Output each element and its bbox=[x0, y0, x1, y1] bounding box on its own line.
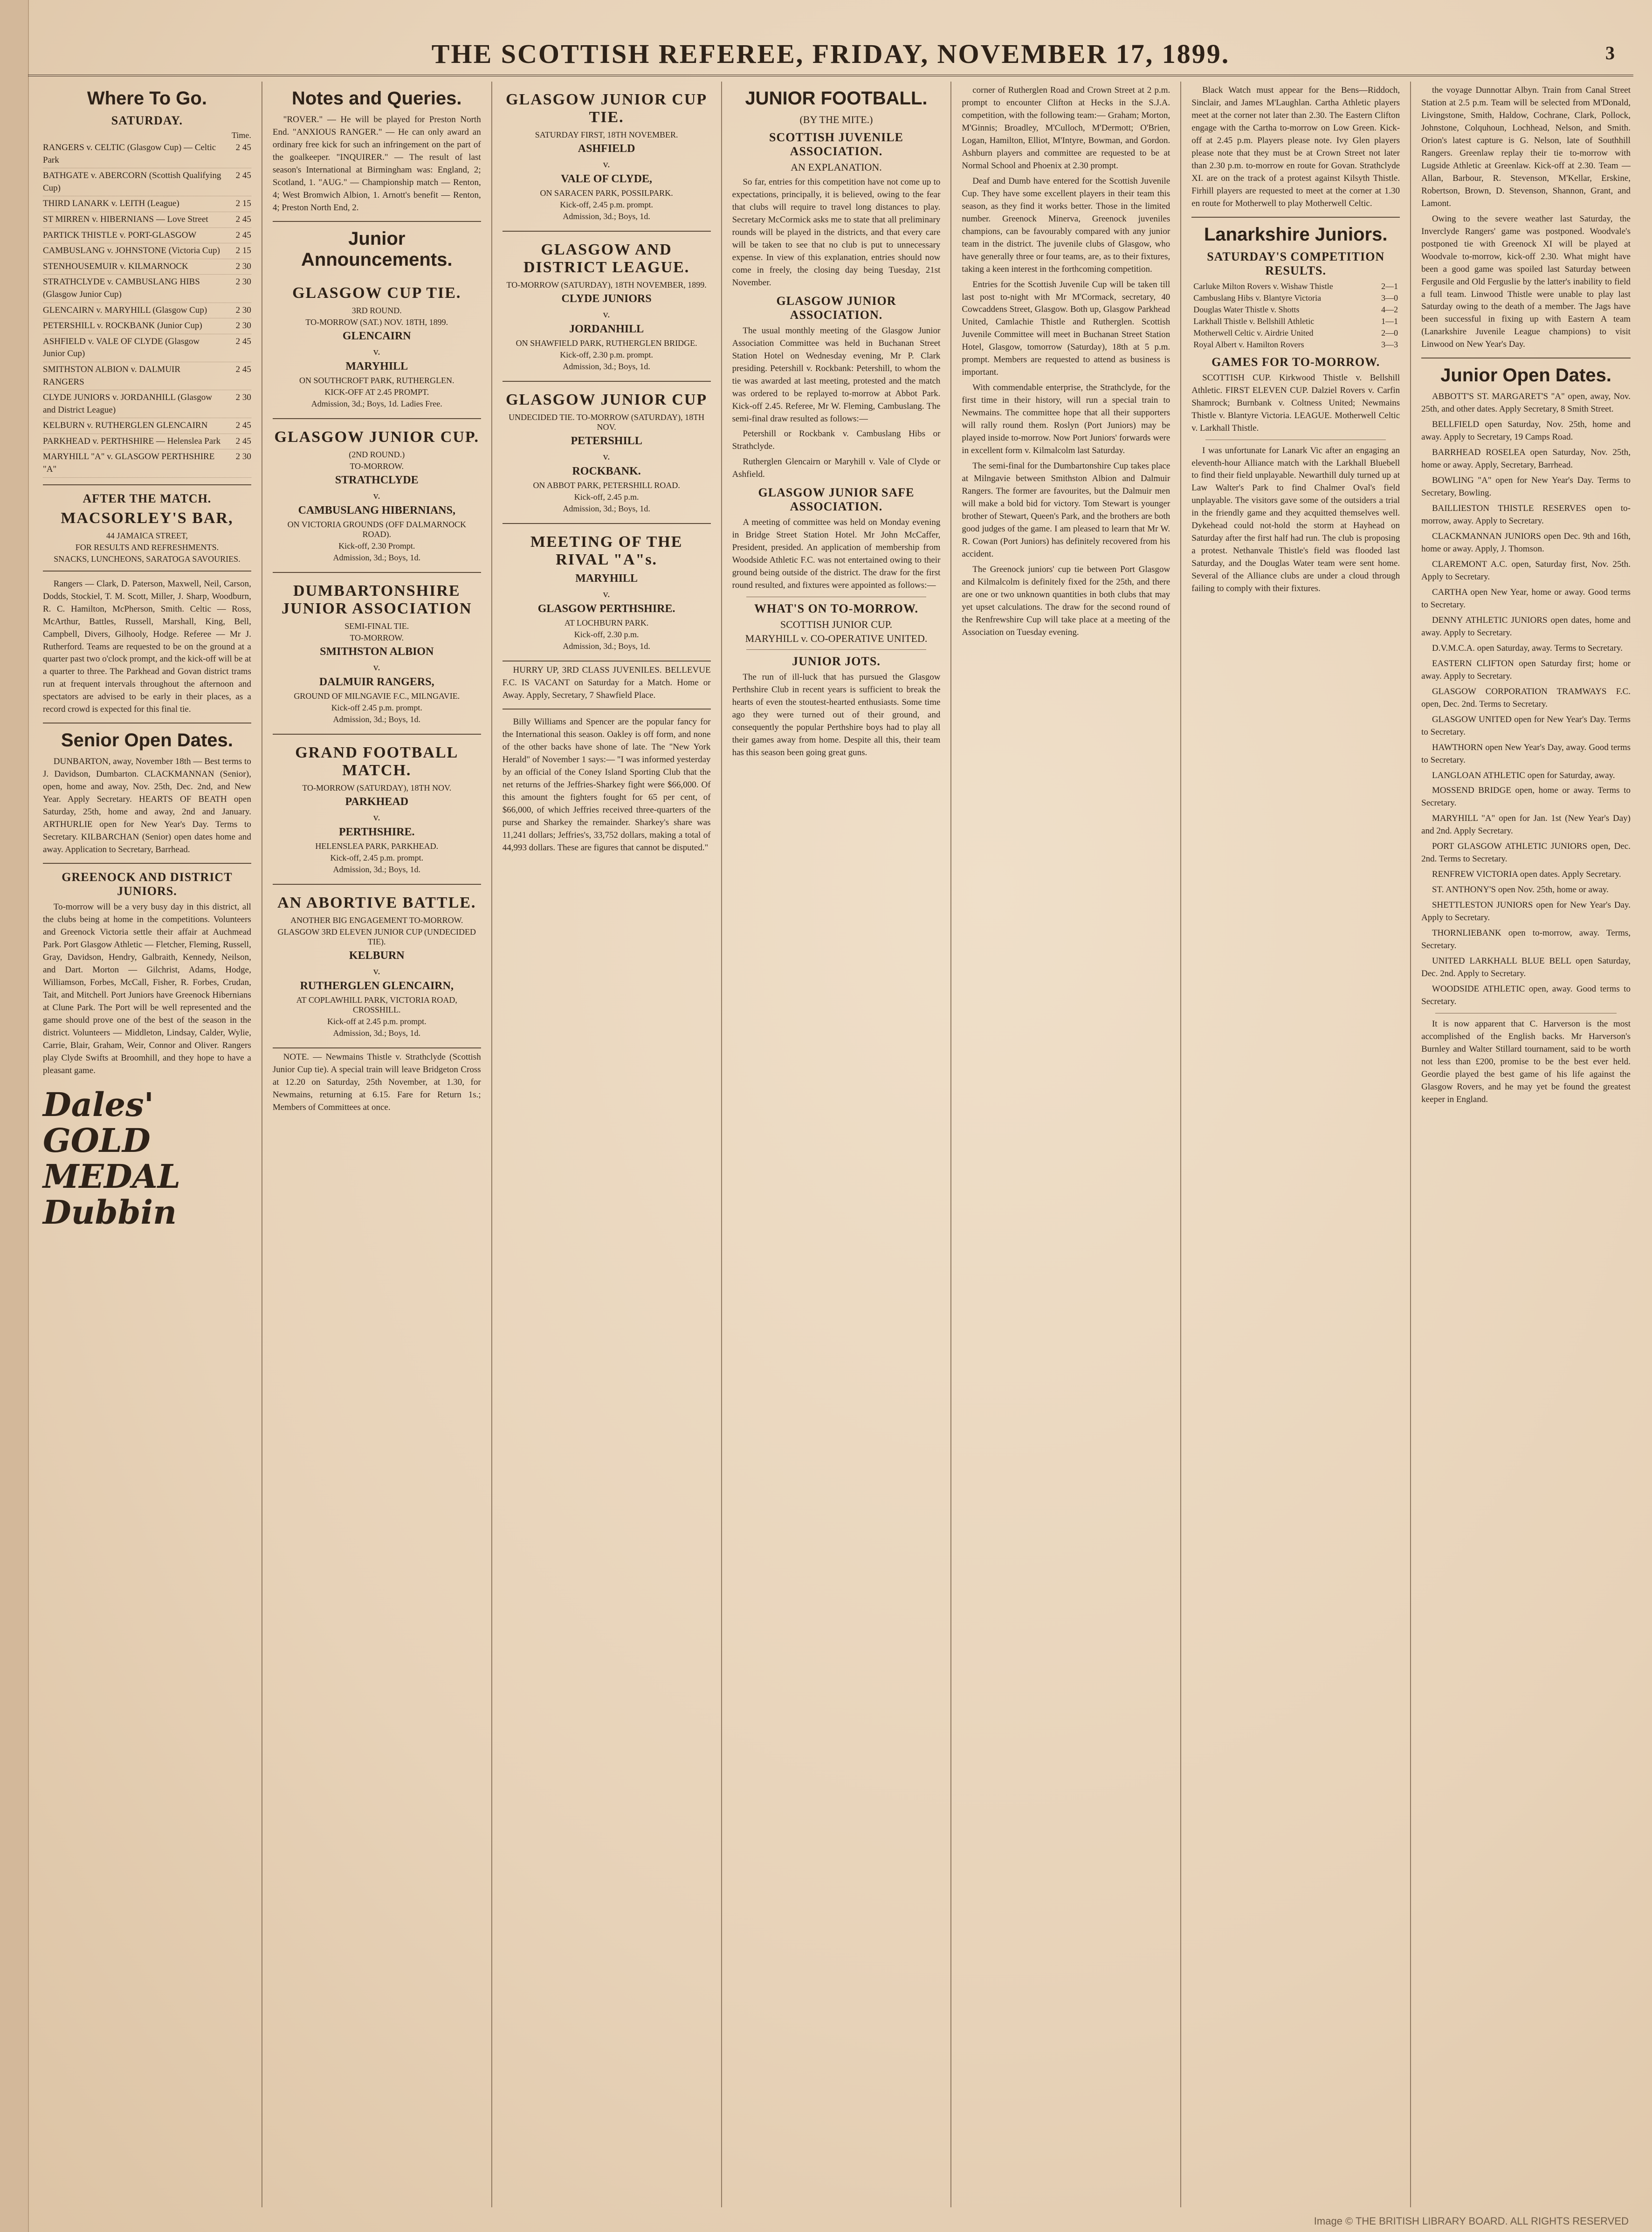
fixture-row bbox=[43, 334, 251, 362]
open-date-entry: BARRHEAD ROSELEA open Saturday, Nov. 25th, home or away. Apply, Secretary, Barrhead. bbox=[1421, 448, 1631, 470]
lanarkshire-heading: Lanarkshire Juniors. bbox=[1204, 224, 1388, 245]
fixture-list bbox=[43, 140, 251, 478]
fixture-row bbox=[43, 449, 251, 477]
teams-text: Rangers — Clark, D. Paterson, Maxwell, Neil, Carson, Dodds, Stockiel, T. M. Scott, Miller, J. Sharp, Woodburn, R. C. Hamilton, McPherson, Smith. Celtic — Ross, McArthur, Battles, Russell, Marshall, King, Bell, Campbell, Divers, Gilhooly, Hodge. Referee — Mr J. Rutherford. Teams are requested to be on the ground at a quarter past two o'clock prompt, and the kick-off will be at a quarter to three. The Parkhead and Govan district trams run at frequent intervals throughout the afternoon and spectators are advised to be early in their places, as a record crowd is expected for this final tie. bbox=[43, 579, 251, 715]
advert-team-home: MARYHILL bbox=[575, 572, 638, 585]
draw-line: Petershill or Rockbank v. Cambuslang Hibs or Strathclyde. bbox=[732, 429, 941, 452]
fixture-time: 2 45 bbox=[235, 171, 251, 181]
result-row bbox=[1191, 281, 1400, 292]
explanation-heading: AN EXPLANATION. bbox=[791, 161, 882, 173]
advert-kickoff: Kick-off 2.45 p.m. prompt. bbox=[331, 703, 422, 712]
advert-team-home: PARKHEAD bbox=[345, 795, 409, 808]
advert-versus: v. bbox=[373, 964, 380, 977]
advert-price: Admission, 3d.; Boys, 1d. bbox=[563, 641, 650, 651]
bar-address: 44 JAMAICA STREET, bbox=[106, 530, 188, 540]
advert-title: GLASGOW AND DISTRICT LEAGUE. bbox=[523, 241, 690, 276]
advert-venue: AT COPLAWHILL PARK, VICTORIA ROAD, CROSSHILL. bbox=[296, 995, 457, 1014]
fixture-row bbox=[43, 140, 251, 168]
result-row bbox=[1191, 327, 1400, 339]
open-date-entry: GLASGOW UNITED open for New Year's Day. Terms to Secretary. bbox=[1421, 714, 1631, 737]
advert-kickoff: Kick-off, 2.45 p.m. prompt. bbox=[560, 200, 653, 209]
fixture-text: ST MIRREN v. HIBERNIANS — Love Street bbox=[43, 214, 208, 224]
time-label: Time. bbox=[231, 131, 251, 140]
match-advert bbox=[502, 382, 711, 524]
advert-versus: v. bbox=[603, 158, 610, 170]
sjc-heading: SCOTTISH JUNIOR CUP. bbox=[780, 619, 893, 631]
senior-open-dates-text: DUNBARTON, away, November 18th — Best terms to J. Davidson, Dumbarton. CLACKMANNAN (Senior), open, home and away, Nov. 25th, Dec. 2nd, and New Year. Apply Secretary. HEARTS OF BEATH open Saturday, 25th, home and away, 2nd and January. ARTHURLIE open for New Year's Day. Terms to Secretary. KILBARCHAN (Senior) open dates home and away. Application to Secretary, Barrhead. bbox=[43, 757, 251, 855]
advert-team-away: CAMBUSLANG HIBERNIANS, bbox=[298, 504, 455, 517]
fixture-row bbox=[43, 259, 251, 275]
match-advert bbox=[502, 82, 711, 232]
result-score: 2—0 bbox=[1381, 328, 1398, 338]
advert-title: MEETING OF THE RIVAL "A"s. bbox=[530, 533, 683, 568]
advert-title: AN ABORTIVE BATTLE. bbox=[277, 894, 476, 911]
fixture-row bbox=[43, 168, 251, 196]
advert-subtitle: SATURDAY FIRST, 18TH NOVEMBER. bbox=[535, 130, 678, 139]
advert-kickoff: Kick-off, 2.30 p.m. prompt. bbox=[560, 350, 653, 359]
open-date-entry: GLASGOW CORPORATION TRAMWAYS F.C. open, Dec. 2nd. Terms to Secretary. bbox=[1421, 686, 1631, 709]
bar-tagline: FOR RESULTS AND REFRESHMENTS. bbox=[75, 542, 219, 552]
copyright-footer: Image © THE BRITISH LIBRARY BOARD. ALL RIGHTS RESERVED bbox=[1314, 2215, 1629, 2227]
fixture-row bbox=[43, 196, 251, 212]
fixture-time: 2 30 bbox=[235, 277, 251, 287]
senior-open-dates-heading: Senior Open Dates. bbox=[61, 730, 233, 751]
fixture-text: STENHOUSEMUIR v. KILMARNOCK bbox=[43, 261, 188, 271]
advert-kickoff: Kick-off, 2.30 p.m. bbox=[574, 630, 639, 639]
fixture-text: PARTICK THISTLE v. PORT-GLASGOW bbox=[43, 230, 197, 240]
bar-extra: SNACKS, LUNCHEONS, SARATOGA SAVOURIES. bbox=[54, 554, 241, 564]
advert-versus: v. bbox=[373, 661, 380, 673]
fixture-text: BATHGATE v. ABERCORN (Scottish Qualifying Cup) bbox=[43, 171, 221, 193]
dubbin-advert: Dales' GOLD MEDAL Dubbin bbox=[43, 1085, 181, 1232]
fixture-text: CLYDE JUNIORS v. JORDANHILL (Glasgow and District League) bbox=[43, 393, 212, 415]
open-date-entry: BAILLIESTON THISTLE RESERVES open to-morrow, away. Apply to Secretary. bbox=[1421, 503, 1631, 526]
fixture-text: GLENCAIRN v. MARYHILL (Glasgow Cup) bbox=[43, 305, 207, 315]
advert-price: Admission, 3d.; Boys, 1d. bbox=[333, 552, 421, 562]
binding-gutter bbox=[0, 0, 29, 2232]
gja-heading: GLASGOW JUNIOR ASSOCIATION. bbox=[776, 294, 896, 322]
advert-date: GLASGOW 3RD ELEVEN JUNIOR CUP (UNDECIDED TIE). bbox=[277, 927, 476, 946]
fixture-row bbox=[43, 434, 251, 450]
announcement-ads bbox=[273, 275, 481, 1048]
open-date-entry: ST. ANTHONY'S open Nov. 25th, home or away. bbox=[1432, 885, 1609, 895]
open-date-entry: CARTHA open New Year, home or away. Good terms to Secretary. bbox=[1421, 587, 1631, 610]
open-date-entry: D.V.M.C.A. open Saturday, away. Terms to Secretary. bbox=[1432, 643, 1623, 653]
fixture-text: PARKHEAD v. PERTHSHIRE — Helenslea Park bbox=[43, 436, 221, 446]
column-2 bbox=[262, 82, 492, 2207]
divider bbox=[502, 709, 711, 710]
advert-team-away: MARYHILL bbox=[345, 360, 408, 372]
open-date-entry: MOSSEND BRIDGE open, home or away. Terms to Secretary. bbox=[1421, 785, 1631, 808]
match-advert bbox=[502, 232, 711, 382]
open-date-entry: PORT GLASGOW ATHLETIC JUNIORS open, Dec. 2nd. Terms to Secretary. bbox=[1421, 841, 1631, 864]
advert-date: TO-MORROW. bbox=[350, 633, 404, 642]
fixture-text: MARYHILL "A" v. GLASGOW PERTHSHIRE "A" bbox=[43, 452, 215, 475]
result-score: 3—0 bbox=[1381, 293, 1398, 303]
fixture-row bbox=[43, 390, 251, 418]
result-score: 3—3 bbox=[1381, 339, 1398, 349]
divider bbox=[273, 221, 481, 222]
match-advert bbox=[273, 419, 481, 573]
page-number: 3 bbox=[1605, 42, 1615, 63]
sjc-tie: MARYHILL v. CO-OPERATIVE UNITED. bbox=[745, 633, 928, 645]
advert-venue: ON SOUTHCROFT PARK, RUTHERGLEN. bbox=[299, 375, 454, 385]
paragraph: corner of Rutherglen Road and Crown Street at 2 p.m. prompt to encounter Clifton at Hecks in the S.J.A. competition, with the following team:— Graham; Morton, M'Ginnis; Broadley, M'Culloch, M'Dermott; O'Brien, Logan, Hamilton, Elliot, M'Intyre, Bowman, and Gordon. Ashburn players and committee are requested to be at Normal School and Phoenix at 2.30 prompt. bbox=[962, 85, 1170, 171]
greenock-text: To-morrow will be a very busy day in this district, all the clubs being at home in the competitions. Volunteers and Greenock Victoria settle their affair at Auchmead Park. Port Glasgow Athletic — Fletcher, Fleming, Russell, Gray, Davidson, Hendry, Galbraith, Kennedy, Neilson, and Dart. Morton — Gilchrist, Adams, Hodge, Williamson, Forbes, McCall, Fisher, R. Forbes, Crudan, Tait, and Mitchell. Port Juniors have Greenock Hibernians at Clune Park. The Port will be well represented and the game should prove one of the best of the season in the district. Volunteers — Middleton, Lindsay, Calder, Wylie, Carrie, Blair, Graham, Weir, Connor and Oliver. Rangers play Clyde Swifts at Broomhill, and they hope to have a pleasant game. bbox=[43, 902, 251, 1075]
paragraph: Deaf and Dumb have entered for the Scottish Juvenile Cup. They have some excellent players in their team this season, as they find it works better. Those in the limited number. Greenock Minerva, Greenock juveniles champions, can be favourably compared with any junior team in the district. The juvenile clubs of Glasgow, who have generally three or four teams, are, as to their fixtures, taking a keen interest in the forthcoming competition. bbox=[962, 176, 1170, 274]
advert-title: GRAND FOOTBALL MATCH. bbox=[295, 744, 459, 779]
fixture-time: 2 45 bbox=[235, 214, 251, 224]
explanation-text: So far, entries for this competition have not come up to expectations, principally, it is believed, owing to the fear that clubs will require to travel long distances to play. Secretary McCormick asks me to state that all preliminary rounds will be played in the districts, and that every care will be taken to see that no club is put to unnecessary expense. In view of this explanation, entries should now come in freely, the closing day being Tuesday, 21st November. bbox=[732, 177, 941, 288]
open-date-entry: CLAREMONT A.C. open, Saturday first, Nov. 25th. Apply to Secretary. bbox=[1421, 559, 1631, 582]
result-teams: Cambuslang Hibs v. Blantyre Victoria bbox=[1193, 293, 1322, 303]
advert-title: DUMBARTONSHIRE JUNIOR ASSOCIATION bbox=[282, 582, 472, 617]
open-date-entry: LANGLOAN ATHLETIC open for Saturday, away. bbox=[1432, 770, 1615, 780]
advert-venue: ON SHAWFIELD PARK, RUTHERGLEN BRIDGE. bbox=[516, 338, 697, 348]
masthead bbox=[28, 33, 1633, 76]
open-date-entry: WOODSIDE ATHLETIC open, away. Good terms to Secretary. bbox=[1421, 984, 1631, 1006]
advert-date: TO-MORROW (SAT.) NOV. 18TH, 1899. bbox=[305, 317, 448, 327]
advert-team-away: GLASGOW PERTHSHIRE. bbox=[537, 603, 675, 615]
advert-venue: ON VICTORIA GROUNDS (OFF DALMARNOCK ROAD). bbox=[287, 519, 466, 539]
advert-versus: v. bbox=[373, 345, 380, 357]
advert-team-home: CLYDE JUNIORS bbox=[561, 293, 652, 305]
match-advert bbox=[273, 275, 481, 419]
advert-versus: v. bbox=[603, 588, 610, 599]
advert-price: Admission, 3d.; Boys, 1d. bbox=[563, 212, 650, 221]
advert-price: Admission, 3d.; Boys, 1d. bbox=[333, 714, 421, 724]
advert-title: GLASGOW CUP TIE. bbox=[292, 284, 461, 302]
fixture-time: 2 45 bbox=[235, 336, 251, 346]
fixture-text: CAMBUSLANG v. JOHNSTONE (Victoria Cup) bbox=[43, 246, 220, 256]
advert-date: TO-MORROW. bbox=[350, 461, 404, 471]
fixture-time: 2 45 bbox=[235, 436, 251, 446]
fixture-row bbox=[43, 418, 251, 434]
match-ads bbox=[502, 82, 711, 661]
advert-price: Admission, 3d.; Boys, 1d. bbox=[333, 1028, 421, 1038]
result-score: 4—2 bbox=[1381, 304, 1398, 314]
advert-team-away: ROCKBANK. bbox=[572, 465, 641, 477]
advert-price: Admission, 3d.; Boys, 1d. bbox=[563, 362, 650, 371]
fixture-row bbox=[43, 362, 251, 390]
result-score: 2—1 bbox=[1381, 281, 1398, 291]
match-advert bbox=[502, 524, 711, 661]
fixture-time: 2 45 bbox=[235, 420, 251, 431]
advert-team-away: PERTHSHIRE. bbox=[339, 826, 415, 838]
advert-versus: v. bbox=[603, 450, 610, 462]
advert-venue: HELENSLEA PARK, PARKHEAD. bbox=[315, 841, 439, 851]
draw-line: Rutherglen Glencairn or Maryhill v. Vale of Clyde or Ashfield. bbox=[732, 457, 941, 480]
advert-venue: AT LOCHBURN PARK. bbox=[564, 618, 649, 627]
bar-name: MACSORLEY'S BAR, bbox=[61, 509, 234, 527]
fixture-row bbox=[43, 275, 251, 303]
advert-team-home: KELBURN bbox=[349, 949, 405, 962]
advert-versus: v. bbox=[603, 308, 610, 320]
ssa-heading: GLASGOW JUNIOR SAFE ASSOCIATION. bbox=[758, 486, 915, 514]
fixture-text: RANGERS v. CELTIC (Glasgow Cup) — Celtic Park bbox=[43, 143, 216, 165]
divider bbox=[1191, 217, 1400, 218]
hurry-notice: HURRY UP, 3RD CLASS JUVENILES. BELLEVUE F.C. IS VACANT on Saturday for a Match. Home or Away. Apply, Secretary, 7 Shawfield Place. bbox=[502, 665, 711, 700]
fixture-time: 2 45 bbox=[235, 364, 251, 374]
open-date-entry: DENNY ATHLETIC JUNIORS open dates, home and away. Apply to Secretary. bbox=[1421, 615, 1631, 638]
fixture-time: 2 30 bbox=[235, 321, 251, 331]
fixture-time: 2 30 bbox=[235, 393, 251, 403]
page-title: THE SCOTTISH REFEREE, FRIDAY, NOVEMBER 17, 1899. bbox=[431, 38, 1230, 69]
divider bbox=[43, 484, 251, 485]
advert-venue: GROUND OF MILNGAVIE F.C., MILNGAVIE. bbox=[294, 691, 460, 701]
fixture-text: PETERSHILL v. ROCKBANK (Junior Cup) bbox=[43, 321, 202, 331]
ssa-text: A meeting of committee was held on Monday evening in Bridge Street Station Hotel. Mr John McCaffer, President, presided. An application of membership from Woodside Athletic F.C. was not entertained owing to their ground being outside of the district. The draw for the first round resulted, and fixtures were appointed as follows:— bbox=[732, 517, 941, 591]
fixture-time: 2 45 bbox=[235, 230, 251, 240]
advert-title: GLASGOW JUNIOR CUP TIE. bbox=[506, 91, 708, 126]
match-advert bbox=[273, 573, 481, 735]
result-teams: Carluke Milton Rovers v. Wishaw Thistle bbox=[1193, 281, 1333, 291]
junior-open-dates-heading: Junior Open Dates. bbox=[1440, 365, 1611, 386]
paragraph: Black Watch must appear for the Bens—Riddoch, Sinclair, and James M'Laughlan. Cartha Athletic players meet at the corner not later than 2.30. The Eastern Clifton engage with the Cartha to-morrow on Low Green. Kick-off at 2.45 p.m. Players please note. Ivy Glen players please note that they must be at Crown Street not later than 2.30 p.m. to-morrow en route for Govan. Strathclyde XI. are on the track of a protest against Kilsyth Thistle. Firhill players are requested to meet at the corner at 1.30 en route for Motherwell to play Motherwell Celtic. bbox=[1191, 85, 1400, 208]
fixture-row bbox=[43, 318, 251, 334]
advert-kickoff: Kick-off at 2.45 p.m. prompt. bbox=[327, 1016, 427, 1026]
advert-subtitle: ANOTHER BIG ENGAGEMENT TO-MORROW. bbox=[290, 915, 463, 925]
advert-team-home: ASHFIELD bbox=[578, 143, 635, 155]
fixture-row bbox=[43, 212, 251, 228]
advert-kickoff: Kick-off, 2.30 Prompt. bbox=[338, 541, 415, 551]
fixture-text: THIRD LANARK v. LEITH (League) bbox=[43, 199, 179, 209]
column-6 bbox=[1181, 82, 1411, 2207]
fixture-text: STRATHCLYDE v. CAMBUSLANG HIBS (Glasgow Junior Cup) bbox=[43, 277, 200, 299]
after-match-heading: AFTER THE MATCH. bbox=[83, 491, 212, 505]
open-date-entry: THORNLIEBANK open to-morrow, away. Terms, Secretary. bbox=[1421, 928, 1631, 951]
fixture-time: 2 15 bbox=[235, 199, 251, 209]
advert-team-home: STRATHCLYDE bbox=[335, 474, 419, 486]
divider bbox=[746, 649, 927, 650]
result-row bbox=[1191, 316, 1400, 327]
column-7 bbox=[1411, 82, 1641, 2207]
fixture-row bbox=[43, 243, 251, 259]
paragraph: With commendable enterprise, the Strathclyde, for the first time in their history, will run a special train to Newmains. The committee hope that all their supporters will rally round them. Roslyn (Port Juniors) may be played inside to-morrow. Now Port Juniors' forwards were in excellent form v. Kilmalcolm last Saturday. bbox=[962, 383, 1170, 456]
result-row bbox=[1191, 304, 1400, 316]
notes-text: "ROVER." — He will be played for Preston North End. "ANXIOUS RANGER." — He can only award an ordinary free kick for such an infringement on the part of the goalkeeper. "INQUIRER." — The result of last season's International at Birmingham was: England, 2; Scotland, 1. "AUG." — Championship match — Renton, 4; West Bromwich Albion, 1. Arnott's benefit — Renton, 4; Preston North End, 2. bbox=[272, 115, 481, 213]
advert-team-away: RUTHERGLEN GLENCAIRN, bbox=[300, 979, 454, 992]
result-row bbox=[1191, 339, 1400, 351]
paragraph: I was unfortunate for Lanark Vic after an engaging an eleventh-hour Alliance match with the Larkhall Bluebell to find their field unplayable. Newarthill duly turned up at Law Walter's Park to find Chalmer Oval's field unplayable. The visitors gave some of the outsiders a trial in the friendly game and they acquitted themselves well. Dykehead could not-hold the storm at Hayhead on Saturday after the first half had run. The club is proposing a protest. Nethanvale Thistle's field was flooded last Saturday, and the Douglas Water team were sent home. Several of the Alliance clubs are under a cloud through failing to comply with their fixtures. bbox=[1191, 445, 1400, 594]
advert-price: Admission, 3d.; Boys, 1d. bbox=[563, 504, 650, 513]
notes-heading: Notes and Queries. bbox=[291, 88, 462, 109]
advert-venue: ON ABBOT PARK, PETERSHILL ROAD. bbox=[533, 481, 680, 490]
paragraph: It is now apparent that C. Harverson is the most accomplished of the English backs. Mr Harverson's Burnley and Walter Stillard tournament, said to be worth not less than £200, promise to be the best ever held. Geordie played the best game of his life against the Glasgow Rovers, and he may yet be found the greatest keeper in England. bbox=[1421, 1019, 1631, 1104]
divider bbox=[43, 571, 251, 572]
open-date-entry: SHETTLESTON JUNIORS open for New Year's Day. Apply to Secretary. bbox=[1421, 900, 1631, 923]
paragraph: The Greenock juniors' cup tie between Port Glasgow and Kilmalcolm is definitely fixed for the 25th, and there are one or two unknown quantities in both clubs that may yet upset calculations. The draw for the second round of the Renfrewshire Cup will take place at a meeting of the Association on Tuesday evening. bbox=[962, 564, 1170, 637]
whats-on-heading: WHAT'S ON TO-MORROW. bbox=[754, 602, 919, 616]
fixture-time: 2 30 bbox=[235, 452, 251, 462]
results-table bbox=[1191, 281, 1400, 351]
advert-kickoff: Kick-off, 2.45 p.m. prompt. bbox=[330, 853, 424, 862]
fixture-time: 2 15 bbox=[235, 246, 251, 256]
advert-team-away: DALMUIR RANGERS, bbox=[319, 675, 434, 688]
paragraph: Owing to the severe weather last Saturday, the Inverclyde Rangers' game was postponed. Woodvale's postponed tie with Greenock XI will be played at Woodvale to-morrow, kick-off 2.30. What might have been a good game was spoiled last Saturday between Fergusile and Old Ferguslie by the latter's inability to field a full team. Linwood Thistle were unable to play last Saturday owing to the death of a member. The Jags have been successful in fixing up with Eastern A team (Lanarkshire Juvenile League champions) to visit Linwood on New Year's Day. bbox=[1421, 214, 1631, 350]
advert-venue: ON SARACEN PARK, POSSILPARK. bbox=[540, 188, 673, 198]
junior-jots-text: The run of ill-luck that has pursued the Glasgow Perthshire Club in recent years is sufficient to break the hearts of even the stoutest-hearted enthusiasts. Some time ago they were turned out of their ground, and consequently the popular Perthshire boys had to play all their games away from home. Despite all this, their team has this season been going great guns. bbox=[732, 672, 941, 758]
advert-title: GLASGOW JUNIOR CUP. bbox=[274, 428, 479, 446]
advert-price: Admission, 3d.; Boys, 1d. bbox=[333, 864, 421, 874]
advert-subtitle: (2ND ROUND.) bbox=[349, 449, 405, 459]
fixture-row bbox=[43, 303, 251, 319]
result-teams: Douglas Water Thistle v. Shotts bbox=[1193, 304, 1300, 314]
open-date-entry: EASTERN CLIFTON open Saturday first; home or away. Apply to Secretary. bbox=[1421, 658, 1631, 681]
open-date-entry: MARYHILL "A" open for Jan. 1st (New Year's Day) and 2nd. Apply Secretary. bbox=[1421, 813, 1631, 836]
train-note: NOTE. — Newmains Thistle v. Strathclyde (Scottish Junior Cup tie). A special train will leave Bridgeton Cross at 12.20 on Saturday, 25th November, at 1.30, for Newmains, returning at 6.15. Fare for Return 1s.; Members of Committees at once. bbox=[272, 1052, 481, 1112]
open-date-entry: BOWLING "A" open for New Year's Day. Terms to Secretary, Bowling. bbox=[1421, 475, 1631, 498]
open-date-entry: CLACKMANNAN JUNIORS open Dec. 9th and 16th, home or away. Apply, J. Thomson. bbox=[1421, 531, 1631, 554]
open-date-entry: UNITED LARKHALL BLUE BELL open Saturday, Dec. 2nd. Apply to Secretary. bbox=[1421, 956, 1631, 979]
open-date-entry: RENFREW VICTORIA open dates. Apply Secretary. bbox=[1432, 869, 1621, 880]
announcements-heading: Junior Announcements. bbox=[301, 228, 453, 270]
fixture-text: ASHFIELD v. VALE OF CLYDE (Glasgow Junior Cup) bbox=[43, 336, 200, 359]
newspaper-columns bbox=[33, 82, 1641, 2207]
paragraph: The semi-final for the Dumbartonshire Cup takes place at Milngavie between Smithston Albion and Dalmuir Rangers. The former are favourites, but the Dalmuir men will make a bold bid for victory. Tom Stewart is younger brother of Stewart, Queen's Park, and the brothers are both good judges of the game. I am pleased to learn that Mr W. R. Cowan (Port Juniors) has definitely recovered from his accident. bbox=[962, 461, 1170, 559]
open-date-entry: BELLFIELD open Saturday, Nov. 25th, home and away. Apply to Secretary, 19 Camps Road. bbox=[1421, 420, 1631, 442]
games-text: SCOTTISH CUP. Kirkwood Thistle v. Bellshill Athletic. FIRST ELEVEN CUP. Dalziel Rovers v. Carfin Shamrock; Burnbank v. Coltness United; Newmains Thistle v. Blantyre Victoria. LEAGUE. Motherwell Celtic v. Larkhall Thistle. bbox=[1191, 372, 1400, 433]
open-date-entry: ABBOTT'S ST. MARGARET'S "A" open, away, Nov. 25th, and other dates. Apply Secretary, 8 Smith Street. bbox=[1421, 392, 1631, 414]
advert-team-home: GLENCAIRN bbox=[342, 330, 411, 342]
fixture-time: 2 30 bbox=[235, 305, 251, 315]
open-date-entry: HAWTHORN open New Year's Day, away. Good terms to Secretary. bbox=[1421, 742, 1631, 765]
advert-team-home: SMITHSTON ALBION bbox=[320, 645, 434, 658]
result-score: 1—1 bbox=[1381, 316, 1398, 326]
fixture-row bbox=[43, 228, 251, 244]
games-heading: GAMES FOR TO-MORROW. bbox=[1211, 355, 1380, 369]
lanarkshire-subheading: SATURDAY'S COMPETITION RESULTS. bbox=[1207, 249, 1385, 277]
where-to-go-heading: Where To Go. bbox=[87, 88, 207, 109]
sja-heading: SCOTTISH JUVENILE ASSOCIATION. bbox=[769, 131, 903, 158]
advert-kickoff: KICK-OFF AT 2.45 PROMPT. bbox=[324, 387, 429, 397]
advert-versus: v. bbox=[373, 489, 380, 501]
advert-team-home: PETERSHILL bbox=[571, 435, 642, 447]
column-3 bbox=[492, 82, 722, 2207]
advert-title: GLASGOW JUNIOR CUP bbox=[506, 391, 708, 408]
fixture-text: KELBURN v. RUTHERGLEN GLENCAIRN bbox=[43, 420, 208, 431]
advert-kickoff: Kick-off, 2.45 p.m. bbox=[574, 492, 639, 502]
advert-team-away: JORDANHILL bbox=[569, 323, 644, 335]
paragraph: Entries for the Scottish Juvenile Cup will be taken till last post to-night with Mr M'Cormack, secretary, 40 Cowcaddens Street, Glasgow. Both up, Glasgow Parkhead United, Camlachie Thistle and Rutherglen. Scottish Juvenile Committee will meet in Buchanan Street Station Hotel, Glasgow, tomorrow (Saturday), 18th at 5 p.m. prompt. Members are requested to attend as business is important. bbox=[962, 279, 1170, 378]
advert-versus: v. bbox=[373, 811, 380, 823]
result-teams: Royal Albert v. Hamilton Rovers bbox=[1193, 339, 1304, 349]
advert-team-away: VALE OF CLYDE, bbox=[561, 173, 653, 185]
boxing-text: Billy Williams and Spencer are the popular fancy for the International this season. Oakley is off form, and none of the other backs have shone of late. The "New York Herald" of November 1 says:— "I was informed yesterday by an official of the Coney Island Sporting Club that the net returns of the Jeffries-Sharkey fight were $66,000. Of this amount the fighters fought for 65 per cent, of $66,000, of which Jeffries received three-quarters of the purse and Sharkey the remainder. Sharkey's share was 11,241 dollars; Jeffries's, 33,752 dollars, making a total of 44,993 dollars. These are figures that cannot be disputed." bbox=[502, 716, 711, 853]
match-advert bbox=[273, 735, 481, 885]
advert-subtitle: TO-MORROW (SATURDAY), 18TH NOVEMBER, 1899. bbox=[506, 280, 707, 289]
junior-jots-heading: JUNIOR JOTS. bbox=[792, 654, 881, 668]
gja-text: The usual monthly meeting of the Glasgow Junior Association Committee was held in Buchanan Street Station Hotel on Wednesday evening, Mr P. Clark presiding. Petershill v. Rockbank: Petershill, to whom the tie was awarded at last meeting, protested and the match was ordered to be replayed to-morrow at Abbot Park. Kick-off 2.45. Referee, Mr W. Fleming, Cambuslang. The semi-final draw resulted as follows:— bbox=[732, 325, 941, 424]
divider bbox=[43, 863, 251, 864]
fixture-text: SMITHSTON ALBION v. DALMUIR RANGERS bbox=[43, 364, 181, 387]
advert-subtitle: TO-MORROW (SATURDAY), 18TH NOV. bbox=[302, 783, 452, 792]
advert-subtitle: UNDECIDED TIE. TO-MORROW (SATURDAY), 18TH NOV. bbox=[509, 413, 705, 432]
result-teams: Motherwell Celtic v. Airdrie United bbox=[1193, 328, 1314, 338]
advert-subtitle: SEMI-FINAL TIE. bbox=[344, 621, 409, 631]
saturday-label: SATURDAY. bbox=[111, 114, 183, 127]
result-teams: Larkhall Thistle v. Bellshill Athletic bbox=[1193, 316, 1315, 326]
advert-subtitle: 3RD ROUND. bbox=[351, 305, 402, 315]
column-1 bbox=[33, 82, 262, 2207]
fixture-time: 2 45 bbox=[235, 143, 251, 152]
junior-football-heading: JUNIOR FOOTBALL. bbox=[745, 88, 928, 109]
byline: (BY THE MITE.) bbox=[799, 114, 873, 125]
paragraph: the voyage Dunnottar Albyn. Train from Canal Street Station at 2.5 p.m. Team will be selected from M'Donald, Livingstone, Smith, Haldow, Cochrane, Clark, Pollock, Johnstone, Colquhoun, Lochhead, Nelson, and Smith. Orion's latest capture is G. Nelson, late of Southhill Rangers. Greenlaw replay their tie to-morrow with Lugside Athletic at Greenlaw. Kick-off at 2.30. Team — Allan, Barbour, R. Stevenson, M'Kellar, Erskine, Robertson, Brown, D. Stevenson, Shannon, Grant, and Lamont. bbox=[1421, 85, 1631, 208]
greenock-heading: GREENOCK AND DISTRICT JUNIORS. bbox=[62, 870, 233, 898]
column-4 bbox=[722, 82, 952, 2207]
match-advert bbox=[273, 885, 481, 1048]
open-dates-list bbox=[1421, 391, 1631, 1008]
column-5 bbox=[951, 82, 1181, 2207]
result-row bbox=[1191, 292, 1400, 304]
fixture-time: 2 30 bbox=[235, 261, 251, 271]
advert-price: Admission, 3d.; Boys, 1d. Ladies Free. bbox=[311, 399, 442, 408]
